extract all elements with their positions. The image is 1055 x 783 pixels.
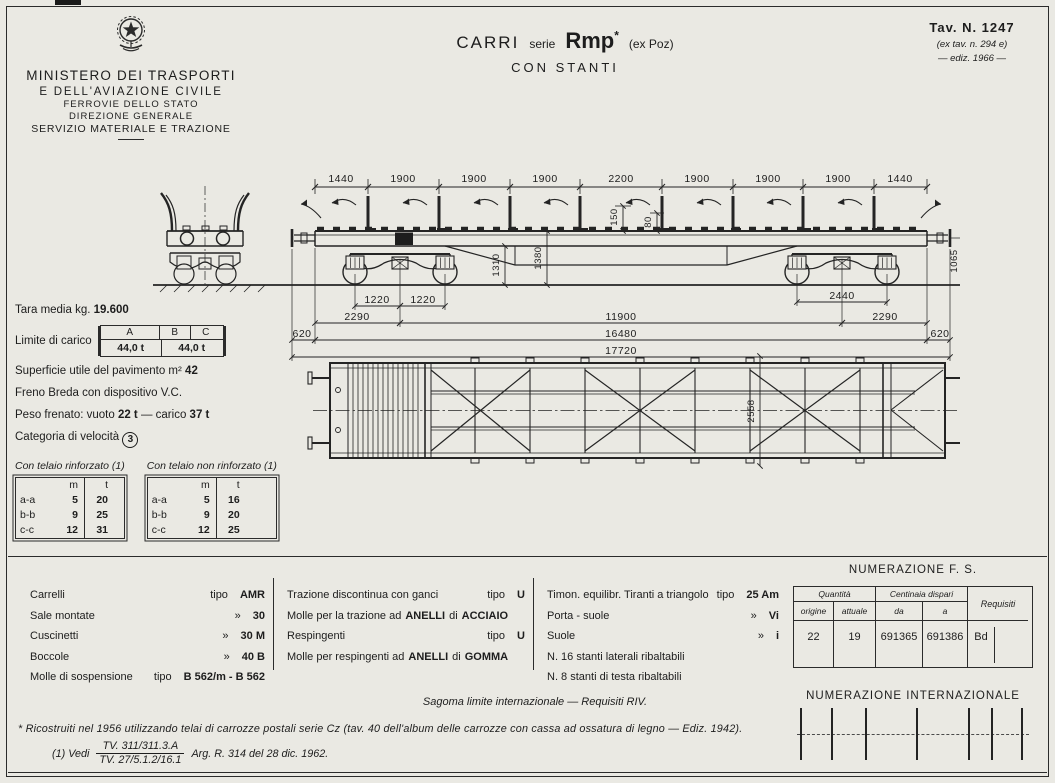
end-view <box>161 186 249 284</box>
title-series-code: Rmp* <box>565 28 619 53</box>
side-stakes <box>301 196 941 231</box>
speed-category-badge: 3 <box>122 432 138 448</box>
dim-1440-right: 1440 <box>887 173 913 185</box>
brake-cylinder-detail <box>395 233 413 246</box>
braked-weight-row: Peso frenato: vuoto 22 t — carico 37 t <box>15 408 210 421</box>
dim-16480: 16480 <box>605 328 637 340</box>
dim-11900: 11900 <box>605 311 637 323</box>
fs-origine-value: 22 <box>794 621 834 667</box>
load-limit-label: Limite di carico <box>15 334 92 347</box>
fs-attuale-value: 19 <box>834 621 876 667</box>
ministry-underline <box>118 139 144 140</box>
dim-620-left: 620 <box>292 328 312 340</box>
dim-2558: 2558 <box>746 399 757 423</box>
dim-1900-4: 1900 <box>684 173 710 185</box>
fs-requisiti-value-cell <box>968 621 1028 667</box>
reinforced-frame-table: Con telaio rinforzato (1) m t a-a 5 20 b-b 9 25 c-c 12 31 <box>15 460 125 539</box>
dim-1900-3: 1900 <box>532 173 558 185</box>
fs-da-value: 691365 <box>876 621 923 667</box>
title-carri: CARRI <box>456 33 520 52</box>
dim-17720: 17720 <box>605 345 637 357</box>
title-subtitle: CON STANTI <box>511 60 619 75</box>
dim-1900-5: 1900 <box>755 173 781 185</box>
dim-2440: 2440 <box>829 290 855 302</box>
floor-area-row <box>15 364 320 379</box>
footnote-prefix: (1) Vedi <box>52 747 90 760</box>
ministry-block <box>12 14 250 140</box>
dim-1440-left: 1440 <box>328 173 354 185</box>
sagoma-note: Sagoma limite internazionale — Requisiti RIV. <box>422 696 648 708</box>
floor-area-value: 42 <box>185 364 198 377</box>
plate-edition: — ediz. 1966 — <box>937 52 1007 64</box>
dim-1900-6: 1900 <box>825 173 851 185</box>
dim-1065: 1065 <box>949 249 960 273</box>
dim-80: 80 <box>643 216 654 228</box>
limit-val-1: 44,0 t <box>117 341 145 354</box>
dim-2290-left: 2290 <box>344 311 370 323</box>
general-data-block <box>15 303 320 455</box>
load-limit-row <box>15 325 320 357</box>
state-emblem-icon <box>111 14 151 58</box>
load-limit-table <box>100 325 224 357</box>
sheet-border-bottom-line <box>8 772 1047 773</box>
dim-1310: 1310 <box>491 253 502 277</box>
ministry-line-1: MINISTERO DEI TRASPORTI <box>26 68 236 83</box>
ministry-line-5: SERVIZIO MATERIALE E TRAZIONE <box>31 123 231 135</box>
dim-1220-b: 1220 <box>410 294 436 306</box>
ministry-line-2: E DELL'AVIAZIONE CIVILE <box>39 85 223 98</box>
limit-col-c: C <box>190 326 221 339</box>
spec-column-traction: Trazione discontinua con ganci tipo U Molle per la trazione ad ANELLI di ACCIAIO Respingenti tipo U Molle per respingenti ad ANELLI di GOMMA <box>287 589 525 663</box>
tara-value: 19.600 <box>93 304 129 316</box>
dim-2290-right: 2290 <box>872 311 898 323</box>
reference-fraction: $\frac{TV. 311/311.3.A}{TV. 27/5.1.2/16.1}$ <box>96 740 184 768</box>
fs-quantita-header: Quantità <box>794 587 876 602</box>
fs-origine-header: origine <box>794 602 834 621</box>
fs-requisiti-header: Requisiti <box>980 599 1016 609</box>
dim-620-right: 620 <box>930 328 950 340</box>
tara-row <box>15 303 320 318</box>
spec-column-bogies: Carrelli tipo AMR Sale montate » 30 Cuscinetti » 30 M Boccole » 40 B Molle di sospensione tipo B 562/m - B 562 <box>30 589 265 683</box>
numerazione-fs-table <box>793 586 1033 668</box>
spec-column-stakes: Timon. equilibr. Tiranti a triangolo tipo 25 Am Porta - suole » Vi Suole » i N. 16 stanti laterali ribaltabili N. 8 stanti di testa ribaltabili <box>547 589 779 683</box>
dim-2200: 2200 <box>608 173 634 185</box>
brake-row: Freno Breda con dispositivo V.C. <box>15 386 183 399</box>
plan-view <box>308 356 960 466</box>
spec-divider-1 <box>273 578 274 670</box>
fs-requisiti-value: Bd <box>974 631 988 643</box>
sheet-title <box>385 28 745 75</box>
limit-val-2: 44,0 t <box>161 340 222 356</box>
dim-1900-1: 1900 <box>390 173 416 185</box>
frame-load-tables <box>15 460 335 539</box>
reinforced-frame-title: Con telaio rinforzato (1) <box>15 460 125 472</box>
rebuilt-footnote: * Ricostruiti nel 1956 utilizzando telai di carrozze postali serie Cz (tav. 40 dell'album delle carrozze con cassa ad ossatura di legno — Ediz. 1942). <box>18 723 743 735</box>
dim-1900-2: 1900 <box>461 173 487 185</box>
fs-centinaia-header: Centinaia dispari <box>876 587 968 602</box>
floor-area-label: Superficie utile del pavimento m² <box>15 364 182 377</box>
fs-a-value: 691386 <box>923 621 968 667</box>
numerazione-fs-title: NUMERAZIONE F. S. <box>848 564 978 576</box>
fs-attuale-header: attuale <box>834 602 876 621</box>
numerazione-int-title: NUMERAZIONE INTERNAZIONALE <box>806 690 1020 702</box>
spec-divider-2 <box>533 578 534 670</box>
dim-150: 150 <box>609 208 620 226</box>
reference-footnote <box>52 740 328 768</box>
top-dimension-chain <box>312 173 930 194</box>
title-ex-class: (ex Poz) <box>628 37 674 51</box>
plate-ex-number: (ex tav. n. 294 e) <box>936 38 1008 50</box>
ministry-line-3: FERROVIE DELLO STATO <box>63 99 199 111</box>
limit-col-b: B <box>159 326 190 339</box>
scan-artifact <box>55 0 81 5</box>
non-reinforced-frame-table: Con telaio non rinforzato (1) m t a-a 5 16 b-b 9 20 c-c 12 25 <box>147 460 277 539</box>
fs-a-header: a <box>923 602 968 621</box>
spec-section-top-rule <box>8 556 1047 557</box>
footnote-suffix: Arg. R. 314 del 28 dic. 1962. <box>191 747 329 760</box>
dim-1220-a: 1220 <box>364 294 390 306</box>
limit-col-a: A <box>126 326 134 338</box>
speed-category-label: Categoria di velocità <box>15 430 120 443</box>
title-serie: serie <box>529 37 556 51</box>
dim-1380: 1380 <box>533 246 544 270</box>
ministry-line-4: DIREZIONE GENERALE <box>68 111 194 123</box>
fs-da-header: da <box>876 602 923 621</box>
plate-number: Tav. N. 1247 <box>929 20 1015 35</box>
speed-category-row <box>15 430 320 448</box>
plate-block <box>903 18 1041 66</box>
non-reinforced-frame-title: Con telaio non rinforzato (1) <box>146 460 277 472</box>
tara-label: Tara media kg. <box>15 304 91 316</box>
